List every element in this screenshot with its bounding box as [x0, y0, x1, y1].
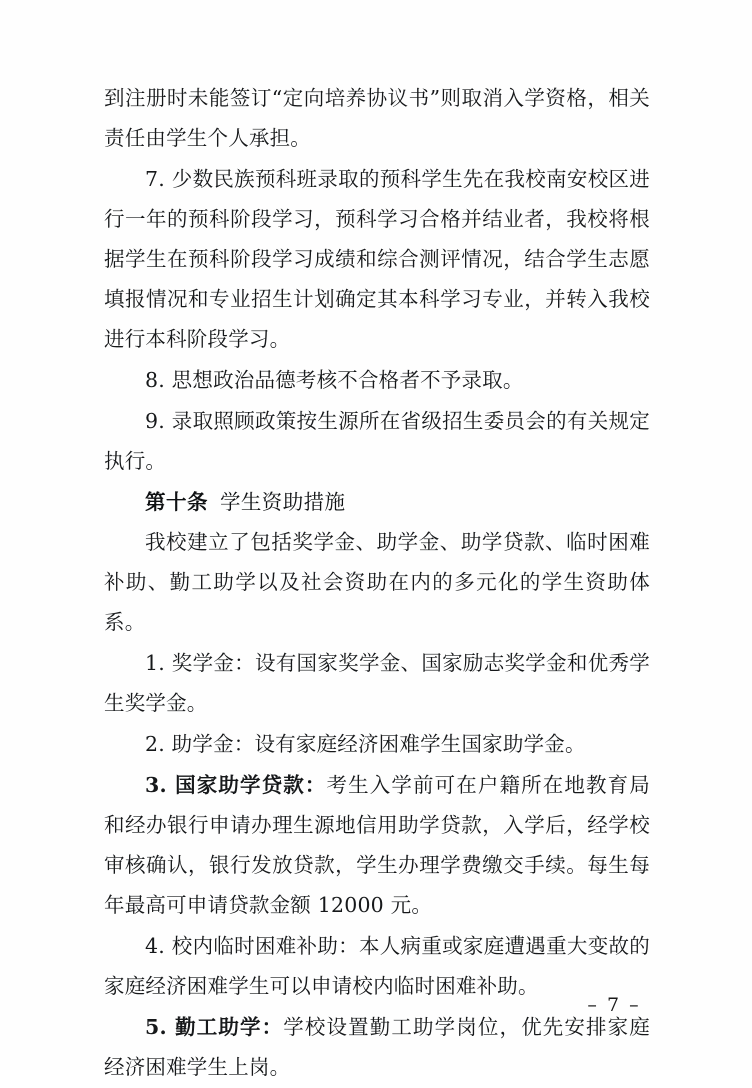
list-item-aid-5-text: 学校设置勤工助学岗位，优先安排家庭经济困难学生上岗。 [104, 1015, 650, 1079]
list-item-8: 8. 思想政治品德考核不合格者不予录取。 [145, 368, 524, 392]
article-heading-text: 学生资助措施 [220, 490, 346, 514]
list-item-aid-3-lead: 3. 国家助学贷款： [145, 773, 327, 797]
list-item-9: 9. 录取照顾政策按生源所在省级招生委员会的有关规定执行。 [104, 409, 650, 473]
paragraph-continued: 到注册时未能签订“定向培养协议书”则取消入学资格，相关责任由学生个人承担。 [104, 86, 650, 150]
page-number-value: – 7 – [587, 994, 641, 1016]
list-item-aid-2: 2. 助学金：设有家庭经济困难学生国家助学金。 [145, 732, 586, 756]
article-heading-10 [104, 482, 650, 522]
page-number [0, 994, 752, 1016]
list-item-7: 7. 少数民族预科班录取的预科学生先在我校南安校区进行一年的预科阶段学习，预科学习合格并结业者，我校将根据学生在预科阶段学习成绩和综合测评情况，结合学生志愿填报情况和专业招生计划确定其本科学习专业，并转入我校进行本科阶段学习。 [104, 167, 650, 351]
list-item-aid-5 [104, 1007, 650, 1087]
list-item-aid-3 [104, 765, 650, 925]
paragraph-aid-intro: 我校建立了包括奖学金、助学金、助学贷款、临时困难补助、勤工助学以及社会资助在内的多元化的学生资助体系。 [104, 530, 650, 634]
list-item-aid-1: 1. 奖学金：设有国家奖学金、国家励志奖学金和优秀学生奖学金。 [104, 651, 650, 715]
list-item-aid-4: 4. 校内临时困难补助：本人病重或家庭遭遇重大变故的家庭经济困难学生可以申请校内临时困难补助。 [104, 934, 650, 998]
list-item-aid-5-lead: 5. 勤工助学： [145, 1015, 284, 1039]
document-body [104, 78, 650, 1088]
list-item-aid-3-text: 考生入学前可在户籍所在地教育局和经办银行申请办理生源地信用助学贷款，入学后，经学校审核确认，银行发放贷款，学生办理学费缴交手续。每生每年最高可申请贷款金额 12000 元。 [104, 773, 650, 917]
article-heading-label: 第十条 [145, 490, 208, 514]
